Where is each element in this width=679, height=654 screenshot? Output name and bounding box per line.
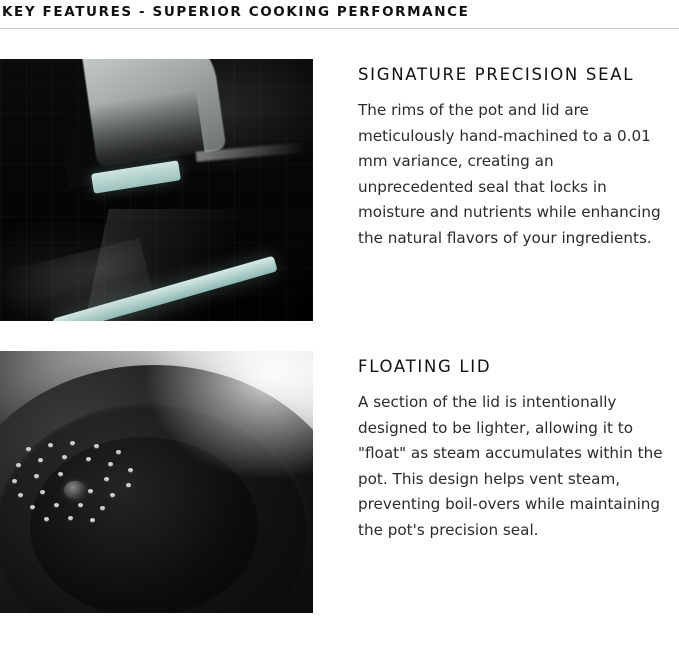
section-title: KEY FEATURES - SUPERIOR COOKING PERFORMANCE — [2, 4, 470, 20]
feature-description: A section of the lid is intentionally designed to be lighter, allowing it to "float" as steam accumulates within the pot. This design helps vent steam, preventing boil-overs while maintaining the pot's precision seal. — [358, 393, 663, 539]
feature-body-precision-seal — [313, 59, 679, 251]
feature-body-floating-lid — [313, 351, 679, 543]
feature-title: FLOATING LID — [358, 357, 492, 376]
feature-description: The rims of the pot and lid are meticulously hand-machined to a 0.01 mm variance, creating an unprecedented seal that locks in moisture and nutrients while enhancing the natural flavors of your ingredients. — [358, 101, 661, 247]
feature-title: SIGNATURE PRECISION SEAL — [358, 65, 635, 84]
floating-lid-photo — [0, 351, 313, 613]
feature-row-precision-seal — [0, 59, 679, 321]
section-header — [0, 0, 679, 29]
header-divider — [0, 28, 679, 29]
lid-steam-dots — [8, 441, 178, 521]
lid-center-vent — [64, 481, 86, 499]
precision-seal-photo — [0, 59, 313, 321]
feature-row-floating-lid — [0, 351, 679, 613]
